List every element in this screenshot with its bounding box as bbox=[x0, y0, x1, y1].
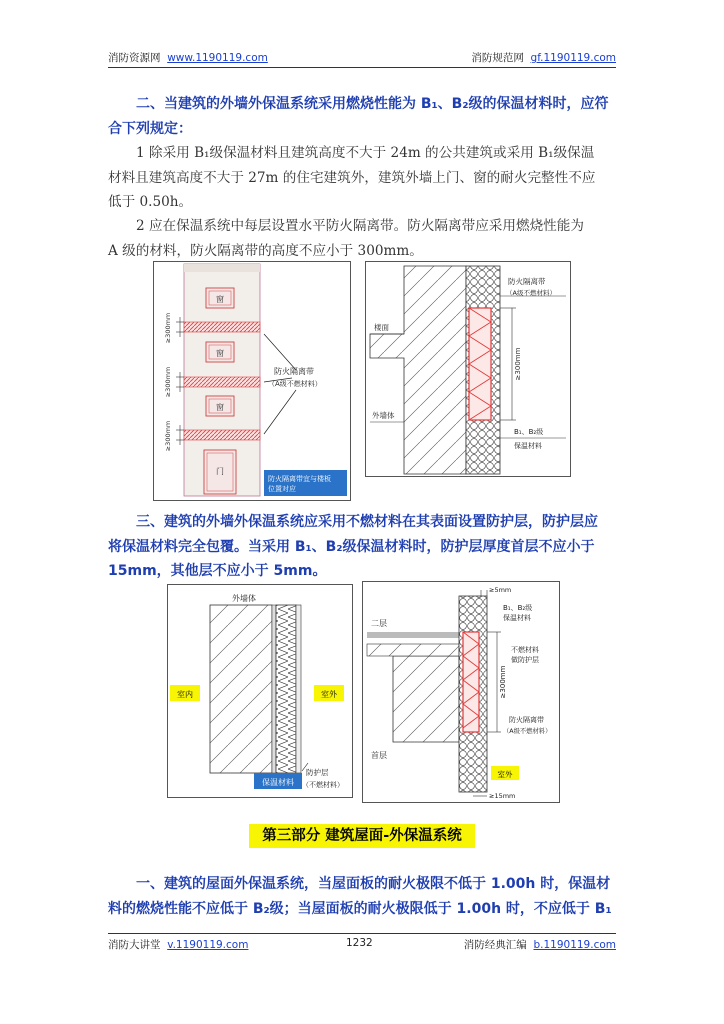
window-label-1: 窗 bbox=[216, 295, 224, 304]
section2-title-line2: 合下列规定： bbox=[108, 120, 192, 137]
section2-title-line1: 二、当建筑的外墙外保温系统采用燃烧性能为 B₁、B₂级的保温材料时，应符 bbox=[136, 96, 609, 112]
footer-right-link[interactable]: b.1190119.com bbox=[533, 939, 616, 951]
roof-line2: 料的燃烧性能不应低于 B₂级；当屋面板的耐火极限低于 1.00h 时，不应低于 B₁ bbox=[108, 900, 612, 917]
item1-line1: 1 除采用 B₁级保温材料且建筑高度不大于 24m 的公共建筑或采用 B₁级保温 bbox=[136, 145, 595, 161]
section2-item2 bbox=[108, 214, 618, 263]
header-left-text: 消防资源网 bbox=[108, 52, 161, 64]
header-right bbox=[471, 50, 616, 65]
header-right-text: 消防规范网 bbox=[471, 52, 524, 64]
fig4-top-dim: ≥5mm bbox=[489, 586, 512, 594]
fig4-floor1-label: 首层 bbox=[371, 751, 387, 760]
item2-line1: 2 应在保温系统中每层设置水平防火隔离带。防火隔离带应采用燃烧性能为 bbox=[136, 218, 584, 234]
fig3-insul-label: 保温材料 bbox=[262, 778, 294, 787]
section3-line1: 三、建筑的外墙外保温系统应采用不燃材料在其表面设置防护层，防护层应 bbox=[136, 514, 598, 530]
figure-section-insulation bbox=[365, 261, 571, 477]
fig4-band-label-1: 防火隔离带 bbox=[509, 716, 544, 724]
fig2-wall-label: 外墙体 bbox=[372, 411, 395, 420]
fig3-indoor-label: 室内 bbox=[177, 690, 193, 699]
header-left bbox=[108, 50, 268, 65]
fig4-mat-label-2: 保温材料 bbox=[503, 614, 531, 622]
section3-text bbox=[108, 510, 618, 584]
section3-line2: 将保温材料完全包覆。当采用 B₁、B₂级保温材料时，防护层厚度首层不应小于 bbox=[108, 538, 595, 555]
part3-heading: 第三部分 建筑屋面-外保温系统 bbox=[249, 824, 475, 848]
section3-line3: 15mm，其他层不应小于 5mm。 bbox=[108, 563, 327, 579]
fig3-protect-label-2: （不燃材料） bbox=[302, 781, 344, 789]
page-header bbox=[108, 50, 616, 68]
figure-floor-protection bbox=[362, 581, 560, 803]
figure-protective-layer bbox=[167, 584, 353, 798]
fig4-cover-label-1: 不燃材料 bbox=[511, 646, 539, 654]
fig4-outdoor-label: 室外 bbox=[497, 770, 513, 779]
page-footer bbox=[108, 937, 616, 953]
fig3-protect-label-1: 防护层 bbox=[306, 768, 329, 777]
window-label-3: 窗 bbox=[216, 403, 224, 412]
item1-line2: 材料且建筑高度不大于 27m 的住宅建筑外，建筑外墙上门、窗的耐火完整性不应 bbox=[108, 169, 596, 186]
fig4-cover-label-2: 做防护层 bbox=[511, 656, 539, 664]
note-line2: 位置对应 bbox=[268, 485, 296, 493]
fig4-floor2-label: 二层 bbox=[371, 619, 387, 628]
fig2-band-label-1: 防火隔离带 bbox=[508, 277, 546, 286]
fig4-bottom-dim: ≥15mm bbox=[489, 792, 516, 800]
fig3-wall-label: 外墙体 bbox=[232, 594, 256, 603]
fig4-mat-label-1: B₁、B₂级 bbox=[503, 604, 533, 612]
figure-facade-bands bbox=[153, 261, 351, 501]
footer-left-link[interactable]: v.1190119.com bbox=[167, 939, 249, 951]
fig4-band-label-2: （A级不燃材料） bbox=[503, 728, 552, 735]
fig2-mat-label-1: B₁、B₂级 bbox=[514, 428, 544, 436]
fig2-mat-label-2: 保温材料 bbox=[514, 442, 542, 450]
fig2-dim-label: ≥300mm bbox=[514, 347, 522, 381]
header-rule bbox=[108, 67, 616, 68]
band-label-1: 防火隔离带 bbox=[274, 367, 314, 376]
section2-title bbox=[108, 92, 618, 141]
fig2-floor-label: 楼面 bbox=[374, 323, 389, 332]
header-right-link[interactable]: gf.1190119.com bbox=[530, 52, 616, 64]
fig3-outdoor-label: 室外 bbox=[321, 690, 337, 699]
item2-line2: A 级的材料，防火隔离带的高度不应小于 300mm。 bbox=[108, 242, 423, 259]
note-line1: 防火隔离带宜与楼板 bbox=[268, 475, 331, 483]
footer-rule bbox=[108, 933, 616, 934]
window-label-2: 窗 bbox=[216, 349, 224, 358]
band-label-2: （A级不燃材料） bbox=[268, 380, 322, 388]
roof-section-text bbox=[108, 872, 618, 921]
page-number: 1232 bbox=[346, 937, 373, 949]
roof-line1: 一、建筑的屋面外保温系统，当屋面板的耐火极限不低于 1.00h 时，保温材 bbox=[136, 876, 611, 892]
dim-label-1: ≥300mm bbox=[164, 312, 172, 344]
section2-item1 bbox=[108, 141, 618, 215]
dim-label-3: ≥300mm bbox=[164, 420, 172, 452]
item1-line3: 低于 0.50h。 bbox=[108, 194, 193, 210]
door-label: 门 bbox=[216, 467, 224, 476]
fig4-dim-label: ≥300mm bbox=[499, 665, 507, 699]
footer-left-text: 消防大讲堂 bbox=[108, 939, 161, 951]
dim-label-2: ≥300mm bbox=[164, 366, 172, 398]
header-left-link[interactable]: www.1190119.com bbox=[167, 52, 268, 64]
fig2-band-label-2: （A级不燃材料） bbox=[506, 289, 556, 297]
footer-right-text: 消防经典汇编 bbox=[463, 939, 527, 951]
footer-right bbox=[464, 937, 616, 952]
footer-left bbox=[108, 937, 248, 952]
